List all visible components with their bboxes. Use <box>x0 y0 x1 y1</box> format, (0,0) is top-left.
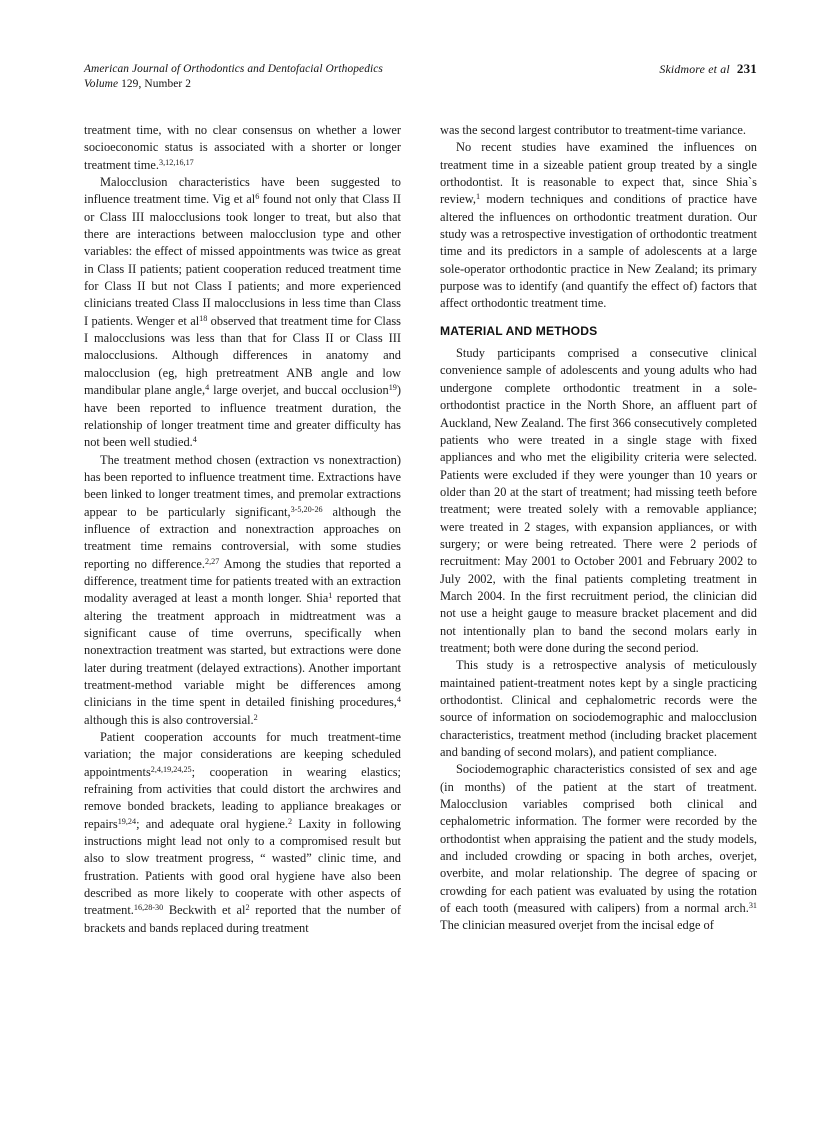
para-continued-variance: was the second largest contributor to treatment-time variance. <box>440 123 746 137</box>
citation-superscript: 4 <box>205 382 210 392</box>
volume-label: Volume <box>84 77 122 90</box>
right-column <box>440 122 757 937</box>
citation-superscript: 16,28-30 <box>133 903 164 913</box>
para-patient-cooperation: Patient cooperation accounts for much treatment-time variation; the major considerations are keeping scheduled appointments$^{2,4,19,24,25}$; cooperation in wearing elastics; refraining from activities that could distort the archwires and remove bonded brackets, leading to appliance breakages or repairs$^{19,24}$; and adequate oral hygiene.$^2$ Laxity in following instructions might lead not only to a compromised result but also to slow treatment progress, “ wasted” clinic time, and frustration. Patients with good oral hygiene have also been described as more likely to cooperate with other aspects of treatment.$^{16,28-30}$ Beckwith et $al^2$ reported that the number of brackets and bands replaced during treatment <box>84 730 401 935</box>
citation-superscript: 2 <box>253 712 258 722</box>
citation-superscript: 1 <box>476 192 481 202</box>
left-column <box>84 122 401 937</box>
para-no-recent-studies: No recent studies have examined the influences on treatment time in a sizeable patient group treated by a single orthodontist. It is reasonable to expect that, since Shia`s review,$^1$ modern techniques and conditions of practice have altered the influences on orthodontic treatment duration. Our study was a retrospective investigation of orthodontic treatment time and its predictors in a sample of adolescents at a large sole-operator orthodontic practice in New Zealand; its primary purpose was to identify (and quantify the effect of) factors that affect orthodontic treatment time. <box>440 140 757 311</box>
citation-superscript: 1 <box>328 591 333 601</box>
citation-superscript: 4 <box>192 434 197 444</box>
para-sociodemographic: Sociodemographic characteristics consisted of sex and age (in months) of the patient at the start of treatment. Malocclusion variables comprised both clinical and cephalometric information. The former were recorded by the orthodontist when appraising the patient and the study models, and included crowding or spacing in both arches, overjet, overbite, and molar relationship. The degree of spacing or crowding for each patient was evaluated by using the rotation of each tooth (measured with calipers) from a normal arch.$^{31}$ The clinician measured overjet from the incisal edge of <box>440 762 757 933</box>
citation-superscript: 31 <box>748 900 757 910</box>
running-head-journal <box>84 62 383 91</box>
right-column-section-body <box>440 345 757 935</box>
citation-superscript: 2,4,19,24,25 <box>150 764 192 774</box>
citation-superscript: 19,24 <box>117 816 137 826</box>
citation-superscript: 6 <box>255 192 260 202</box>
volume-value: 129, Number 2 <box>121 77 192 90</box>
citation-superscript: 2 <box>245 903 250 913</box>
citation-superscript: 4 <box>396 695 401 705</box>
citation-superscript: 2,27 <box>205 556 220 566</box>
page-number: 231 <box>736 61 757 76</box>
body-columns <box>84 122 757 937</box>
section-heading-material-and-methods: MATERIAL AND METHODS <box>440 323 598 338</box>
citation-superscript: 2 <box>288 816 293 826</box>
running-head-authors: Skidmore et al <box>659 62 730 76</box>
journal-volume <box>84 77 383 92</box>
para-malocclusion-characteristics: Malocclusion characteristics have been suggested to influence treatment time. Vig et $al^6$ found not only that Class II or Class III malocclusions took longer to treat, but also that there are interactions between malocclusion type and other variables: the effect of missed appointments was twice as great in Class II patients; patient cooperation reduced treatment time for Class II but not Class I patients; and more experienced clinicians treated Class II malocclusions in less time than Class I patients. Wenger et $al^{18}$ observed that treatment time for Class I malocclusions was less than that for Class II or Class III malocclusions. Although differences in anatomy and malocclusion (eg, high pretreatment ANB angle and low mandibular plane angle,$^4$ large overjet, and buccal occlusion$^{19}$) have been reported to influence treatment duration, the relationship of longer treatment time and greater difficulty has not been well studied.$^4$ <box>84 175 401 450</box>
journal-title: American Journal of Orthodontics and Dentofacial Orthopedics <box>84 63 383 75</box>
running-head-authors-page <box>659 62 757 77</box>
para-treatment-method-extraction: The treatment method chosen (extraction vs nonextraction) has been reported to influence treatment time. Extractions have been linked to longer treatment times, and premolar extractions appear to be particularly significant,$^{3-5,20-26}$ although the influence of extraction and nonextraction approaches on treatment time remains controversial, with some studies reporting no difference.$^{2,27}$ Among the studies that reported a difference, treatment time for patients treated with an extraction modality averaged at least a month longer. Shia$^1$ reported that altering the treatment approach in midtreatment was a significant cause of time overruns, specifically when nonextraction treatment was started, but extractions were done later during treatment (delayed extractions). Another important treatment-method variable might be differences among clinicians in the time spent in detailed finishing procedures,$^4$ although this is also controversial.$^2$ <box>84 452 401 727</box>
para-study-participants: Study participants comprised a consecutive clinical convenience sample of adolescents and young adults who had undergone complete orthodontic treatment in a sole-orthodontist practice in the North Shore, an affluent part of Auckland, New Zealand. The first 366 consecutively completed patients who were treated in a single stage with fixed appliances and who met the eligibility criteria were selected. Patients were excluded if they were younger than 10 years or older than 20 at the start of treatment; had missing teeth before treatment; were treated solely with a removable appliance; were treated in 2 stages, with expansion appliances, or with surgery; or were being retreated. There were 2 periods of recruitment: May 2001 to October 2001 and February 2002 to July 2002, with the final patients completing treatment in March 2004. In the first recruitment period, the clinician did not use a height gauge to measure bracket placement and did not intentionally plan to band the second molars early in treatment; both were done during the second period. <box>440 346 757 655</box>
para-retrospective-analysis: This study is a retrospective analysis of meticulously maintained patient-treatment notes kept by a single practicing orthodontist. Clinical and cephalometric records were the source of information on sociodemographic and malocclusion characteristics, treatment method (including bracket placement and banding of second molars), and patient compliance. <box>440 658 757 760</box>
right-column-intro <box>440 122 757 313</box>
citation-superscript: 3,12,16,17 <box>159 157 194 167</box>
para-continued-socioeconomic: treatment time, with no clear consensus on whether a lower socioeconomic status is associated with a shorter or longer treatment time.$^{3,12,16,17}$ <box>84 123 401 172</box>
citation-superscript: 18 <box>199 313 208 323</box>
citation-superscript: 3-5,20-26 <box>290 504 323 514</box>
running-head <box>84 62 757 91</box>
citation-superscript: 19 <box>388 382 397 392</box>
